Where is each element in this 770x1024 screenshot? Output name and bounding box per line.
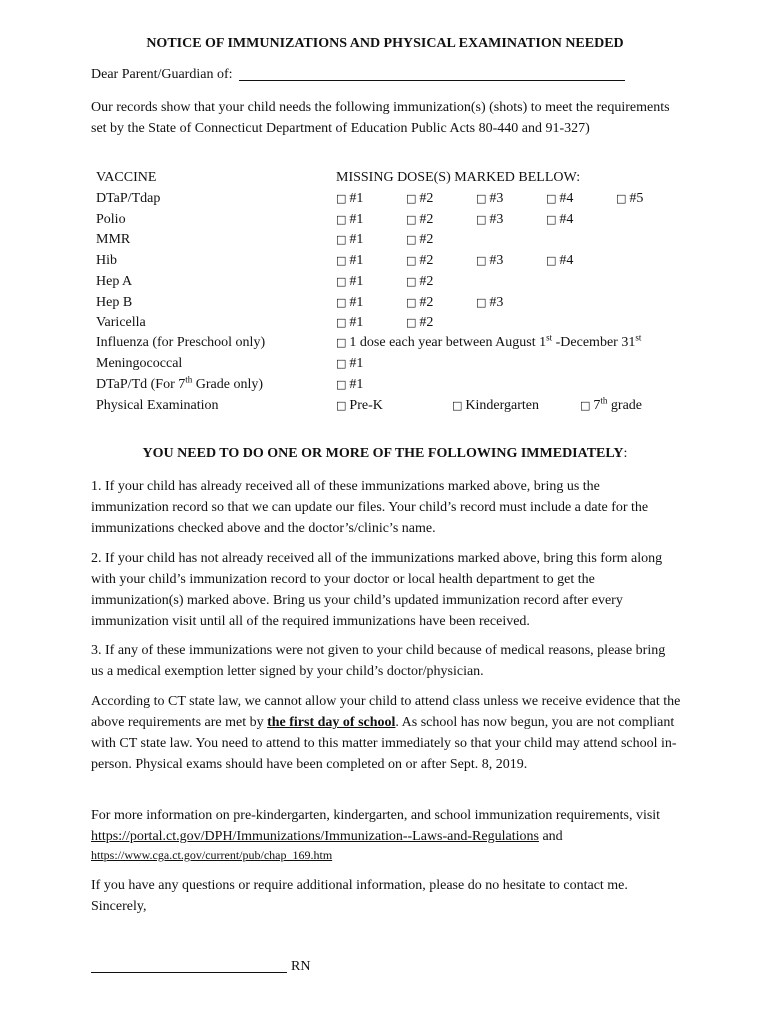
- dose-checkbox[interactable]: □ #3: [476, 295, 504, 310]
- signature-line: [91, 958, 310, 975]
- checkbox-icon: □: [336, 275, 347, 288]
- checkbox-icon: □: [406, 213, 417, 226]
- checkbox-icon: □: [336, 357, 347, 370]
- checkbox-icon: □: [546, 254, 557, 267]
- first-day-emphasis: the first day of school: [267, 715, 396, 730]
- dose-meningococcal-1[interactable]: □ #1: [336, 356, 364, 371]
- signature-blank[interactable]: [91, 958, 287, 973]
- vaccine-name: MMR: [96, 232, 131, 247]
- dose-checkbox[interactable]: □ #3: [476, 212, 504, 227]
- dose-checkbox[interactable]: □ #5: [616, 191, 644, 206]
- dose-checkbox[interactable]: □ #2: [406, 191, 434, 206]
- checkbox-icon: □: [336, 213, 347, 226]
- cga-link-line: [91, 848, 332, 864]
- instruction-item-2: 2. If your child has not already received all of the immunizations marked above, bring this form along with your child’s immunization record to your doctor or local health department to get the immunization(s) marked above. Bring us your child’s updated immunization record after every immunization visit until all of the required immunizations have been received.: [91, 551, 663, 629]
- intro-paragraph: Our records show that your child needs the following immunization(s) (shots) to meet the requirements set by the State of Connecticut Department of Education Public Acts 80-440 and 91-327): [91, 100, 670, 136]
- checkbox-icon: □: [336, 316, 347, 329]
- dose-checkbox[interactable]: □ #2: [406, 253, 434, 268]
- dose-checkbox[interactable]: □ #3: [476, 191, 504, 206]
- dose-checkbox[interactable]: □ #2: [406, 232, 434, 247]
- checkbox-icon: □: [336, 336, 347, 349]
- dose-checkbox[interactable]: □ #1: [336, 232, 364, 247]
- physical-exam-label: Physical Examination: [96, 398, 219, 413]
- vaccine-header: VACCINE: [96, 170, 157, 185]
- dose-checkbox[interactable]: □ #3: [476, 253, 504, 268]
- questions-text: If you have any questions or require additional information, please do no hesitate to contact me.: [91, 878, 628, 893]
- info-paragraph: For more information on pre-kindergarten, kindergarten, and school immunization requirements, visit https://portal.ct.gov/DPH/Immunizations/Immunization--Laws-and-Regulations and: [91, 808, 661, 844]
- vaccine-name: DTaP/Tdap: [96, 191, 161, 206]
- dose-checkbox[interactable]: □ #1: [336, 212, 364, 227]
- dose-checkbox[interactable]: □ #2: [406, 212, 434, 227]
- dose-dtap-td-1[interactable]: □ #1: [336, 377, 364, 392]
- dear-label: Dear Parent/Guardian of:: [91, 67, 233, 82]
- vaccine-name: Hep B: [96, 295, 133, 310]
- dose-checkbox[interactable]: □ #2: [406, 274, 434, 289]
- checkbox-icon: □: [476, 192, 487, 205]
- checkbox-icon: □: [406, 275, 417, 288]
- checkbox-icon: □: [336, 233, 347, 246]
- checkbox-icon: □: [406, 316, 417, 329]
- dose-checkbox[interactable]: □ #1: [336, 191, 364, 206]
- dose-checkbox[interactable]: □ #1: [336, 295, 364, 310]
- checkbox-icon: □: [476, 213, 487, 226]
- dose-checkbox[interactable]: □ #1: [336, 315, 364, 330]
- dose-checkbox[interactable]: □ #4: [546, 253, 574, 268]
- dose-checkbox[interactable]: □ #1: [336, 274, 364, 289]
- checkbox-icon: □: [336, 254, 347, 267]
- checkbox-icon: □: [406, 192, 417, 205]
- law-paragraph: According to CT state law, we cannot allow your child to attend class unless we receive evidence that the above requirements are met by the first day of school. As school has now begun, you are not compliant with CT state law. You need to attend to this matter immediately so that your child may attend school in-person. Physical exams should have been completed on or after Sept. 8, 2019.: [91, 694, 681, 772]
- checkbox-icon: □: [580, 399, 591, 412]
- vaccine-name-influenza: Influenza (for Preschool only): [96, 335, 266, 350]
- dose-checkbox[interactable]: □ #1: [336, 253, 364, 268]
- checkbox-icon: □: [406, 296, 417, 309]
- dose-checkbox[interactable]: □ #2: [406, 295, 434, 310]
- checkbox-icon: □: [336, 296, 347, 309]
- vaccine-name: Polio: [96, 212, 126, 227]
- vaccine-name: Hep A: [96, 274, 133, 289]
- child-name-blank[interactable]: [239, 66, 625, 81]
- checkbox-icon: □: [546, 192, 557, 205]
- checkbox-icon: □: [406, 254, 417, 267]
- dose-influenza[interactable]: □ 1 dose each year between August 1st -December 31st: [336, 332, 642, 350]
- vaccine-name: Varicella: [96, 315, 146, 330]
- checkbox-icon: □: [476, 254, 487, 267]
- vaccine-name: Hib: [96, 253, 117, 268]
- physical-option-prek[interactable]: □ Pre-K: [336, 398, 383, 413]
- dph-link[interactable]: https://portal.ct.gov/DPH/Immunizations/Immunization--Laws-and-Regulations: [91, 829, 539, 844]
- vaccine-name-dtap-td: DTaP/Td (For 7th Grade only): [96, 374, 264, 392]
- action-heading: YOU NEED TO DO ONE OR MORE OF THE FOLLOWING IMMEDIATELY:: [142, 446, 628, 461]
- checkbox-icon: □: [336, 399, 347, 412]
- sincerely-text: Sincerely,: [91, 899, 147, 914]
- instruction-item-1: 1. If your child has already received all of these immunizations marked above, bring us the immunization record so that we can update our files. Your child’s record must include a date for the immunizations checked above and the doctor’s/clinic’s name.: [91, 479, 649, 536]
- physical-option-7th-grade[interactable]: □ 7th grade: [580, 395, 643, 413]
- checkbox-icon: □: [452, 399, 463, 412]
- physical-option-kindergarten[interactable]: □ Kindergarten: [452, 398, 540, 413]
- vaccine-name-meningococcal: Meningococcal: [96, 356, 183, 371]
- checkbox-icon: □: [476, 296, 487, 309]
- checkbox-icon: □: [406, 233, 417, 246]
- instruction-item-3: 3. If any of these immunizations were not given to your child because of medical reasons, please bring us a medical exemption letter signed by your child’s doctor/physician.: [91, 643, 666, 679]
- signature-suffix: RN: [291, 959, 311, 974]
- dose-checkbox[interactable]: □ #4: [546, 191, 574, 206]
- missing-doses-header: MISSING DOSE(S) MARKED BELLOW:: [336, 170, 581, 185]
- checkbox-icon: □: [546, 213, 557, 226]
- checkbox-icon: □: [616, 192, 627, 205]
- document-title: NOTICE OF IMMUNIZATIONS AND PHYSICAL EXAMINATION NEEDED: [146, 36, 624, 51]
- dose-checkbox[interactable]: □ #2: [406, 315, 434, 330]
- checkbox-icon: □: [336, 378, 347, 391]
- checkbox-icon: □: [336, 192, 347, 205]
- dose-checkbox[interactable]: □ #4: [546, 212, 574, 227]
- cga-link[interactable]: https://www.cga.ct.gov/current/pub/chap_169.htm: [91, 848, 333, 862]
- dear-line: [91, 66, 625, 83]
